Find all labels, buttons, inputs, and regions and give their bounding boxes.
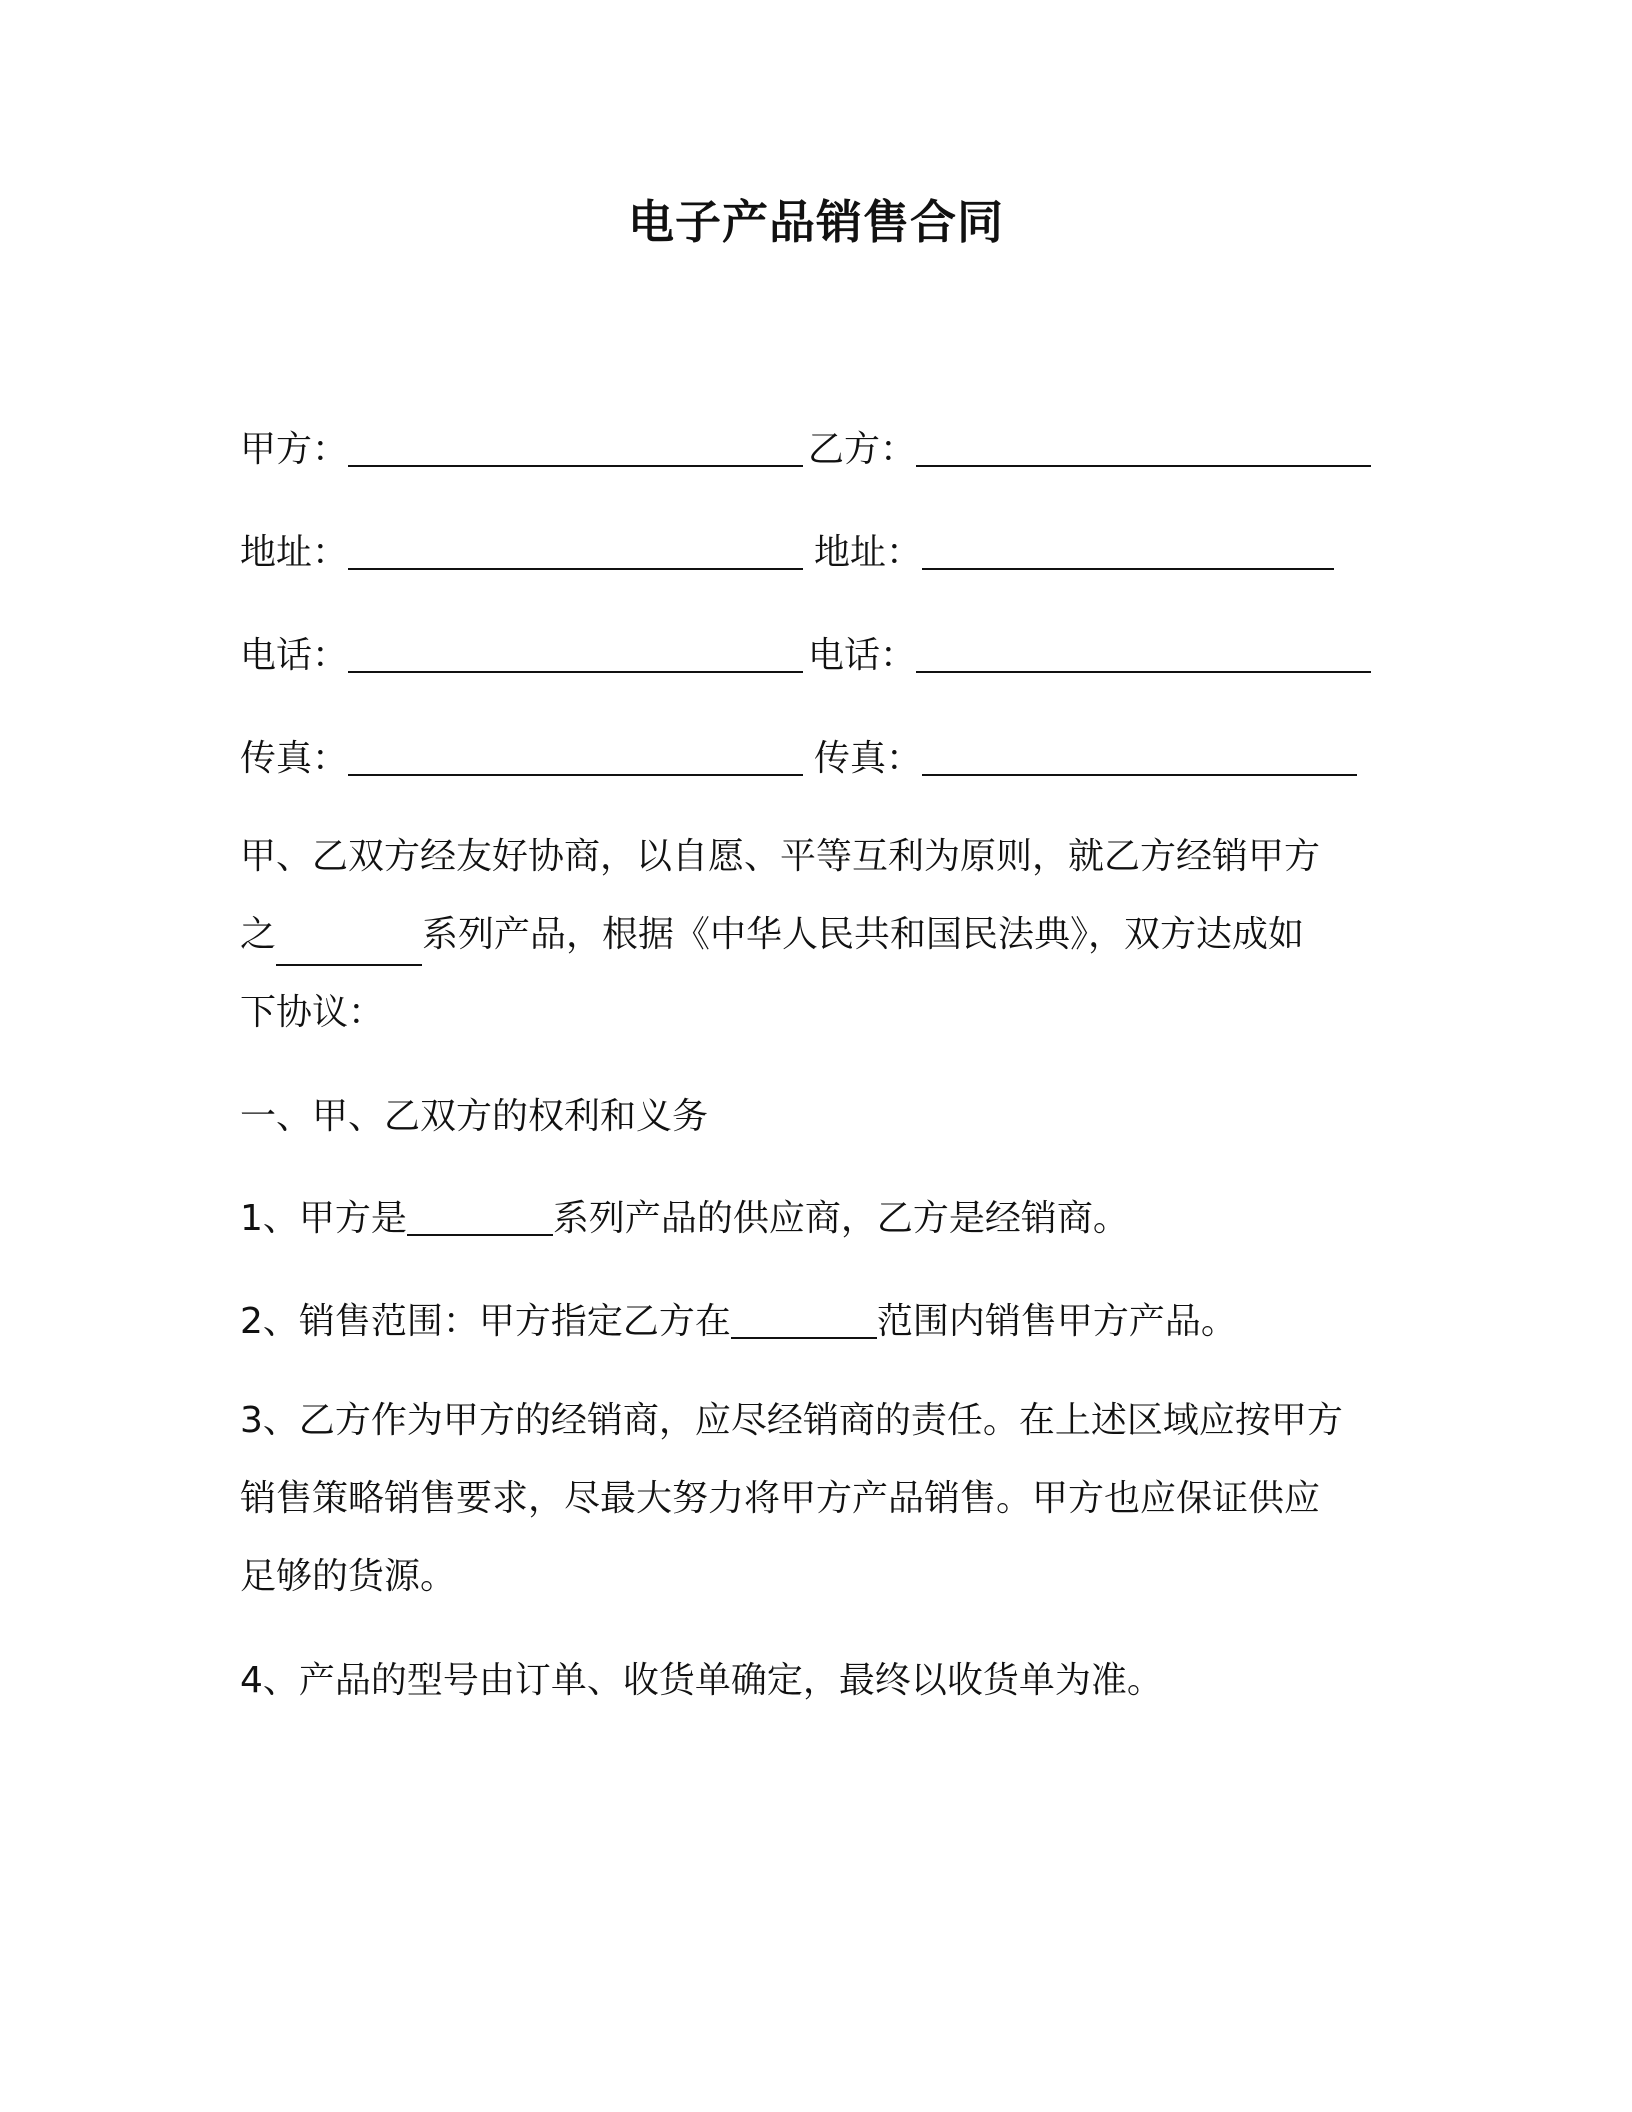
party-b-fax-field [814,734,1357,784]
preamble-line-3: 下协议： [240,992,385,1033]
party-a-address-blank [348,532,803,570]
clause-4: 4、产品的型号由订单、收货单确定，最终以收货单为准。 [240,1660,1163,1701]
party-a-address-field [240,528,803,578]
party-a-name-label: 甲方： [240,429,349,470]
preamble-line-2-end: 系列产品，根据《中华人民共和国民法典》，双方达成如 [422,914,1305,955]
clause-1 [240,1194,1129,1244]
party-b-fax-label: 传真： [814,738,923,779]
party-a-fax-label: 传真： [240,738,349,779]
section-1-heading: 一、甲、乙双方的权利和义务 [240,1096,709,1137]
party-b-address-label: 地址： [814,532,923,573]
party-b-phone-blank [916,635,1371,673]
party-a-phone-blank [348,635,803,673]
party-a-name-blank [348,429,803,467]
clause-3-line-1: 3、乙方作为甲方的经销商，应尽经销商的责任。在上述区域应按甲方 [240,1400,1343,1441]
product-series-blank [276,928,422,966]
party-b-address-blank [922,532,1334,570]
party-a-fax-blank [348,738,803,776]
party-b-phone-label: 电话： [808,635,917,676]
clause-3-line-2: 销售策略销售要求，尽最大努力将甲方产品销售。甲方也应保证供应 [240,1478,1321,1519]
clause-3 [240,1382,1400,1616]
party-b-name-field [808,425,1371,475]
document-title: 电子产品销售合同 [628,195,1004,249]
clause-2-blank [731,1301,877,1339]
clause-1-blank [407,1198,553,1236]
clause-2 [240,1297,1237,1347]
party-a-fax-field [240,734,803,784]
party-b-name-label: 乙方： [808,429,917,470]
party-b-fax-blank [922,738,1357,776]
preamble-line-1: 甲、乙双方经友好协商，以自愿、平等互利为原则，就乙方经销甲方 [240,836,1321,877]
party-a-address-label: 地址： [240,532,349,573]
preamble-line-2 [240,896,1400,974]
party-b-phone-field [808,631,1371,681]
preamble-paragraph [240,818,1400,1052]
clause-2-end: 范围内销售甲方产品。 [876,1301,1237,1342]
party-a-phone-label: 电话： [240,635,349,676]
clause-1-start: 1、甲方是 [240,1198,407,1239]
party-a-phone-field [240,631,803,681]
clause-3-line-3: 足够的货源。 [240,1556,457,1597]
clause-1-end: 系列产品的供应商，乙方是经销商。 [552,1198,1129,1239]
party-b-name-blank [916,429,1371,467]
preamble-line-2-start: 之 [240,914,277,955]
party-b-address-field [814,528,1334,578]
clause-2-start: 2、销售范围：甲方指定乙方在 [240,1301,731,1342]
party-a-name-field [240,425,803,475]
